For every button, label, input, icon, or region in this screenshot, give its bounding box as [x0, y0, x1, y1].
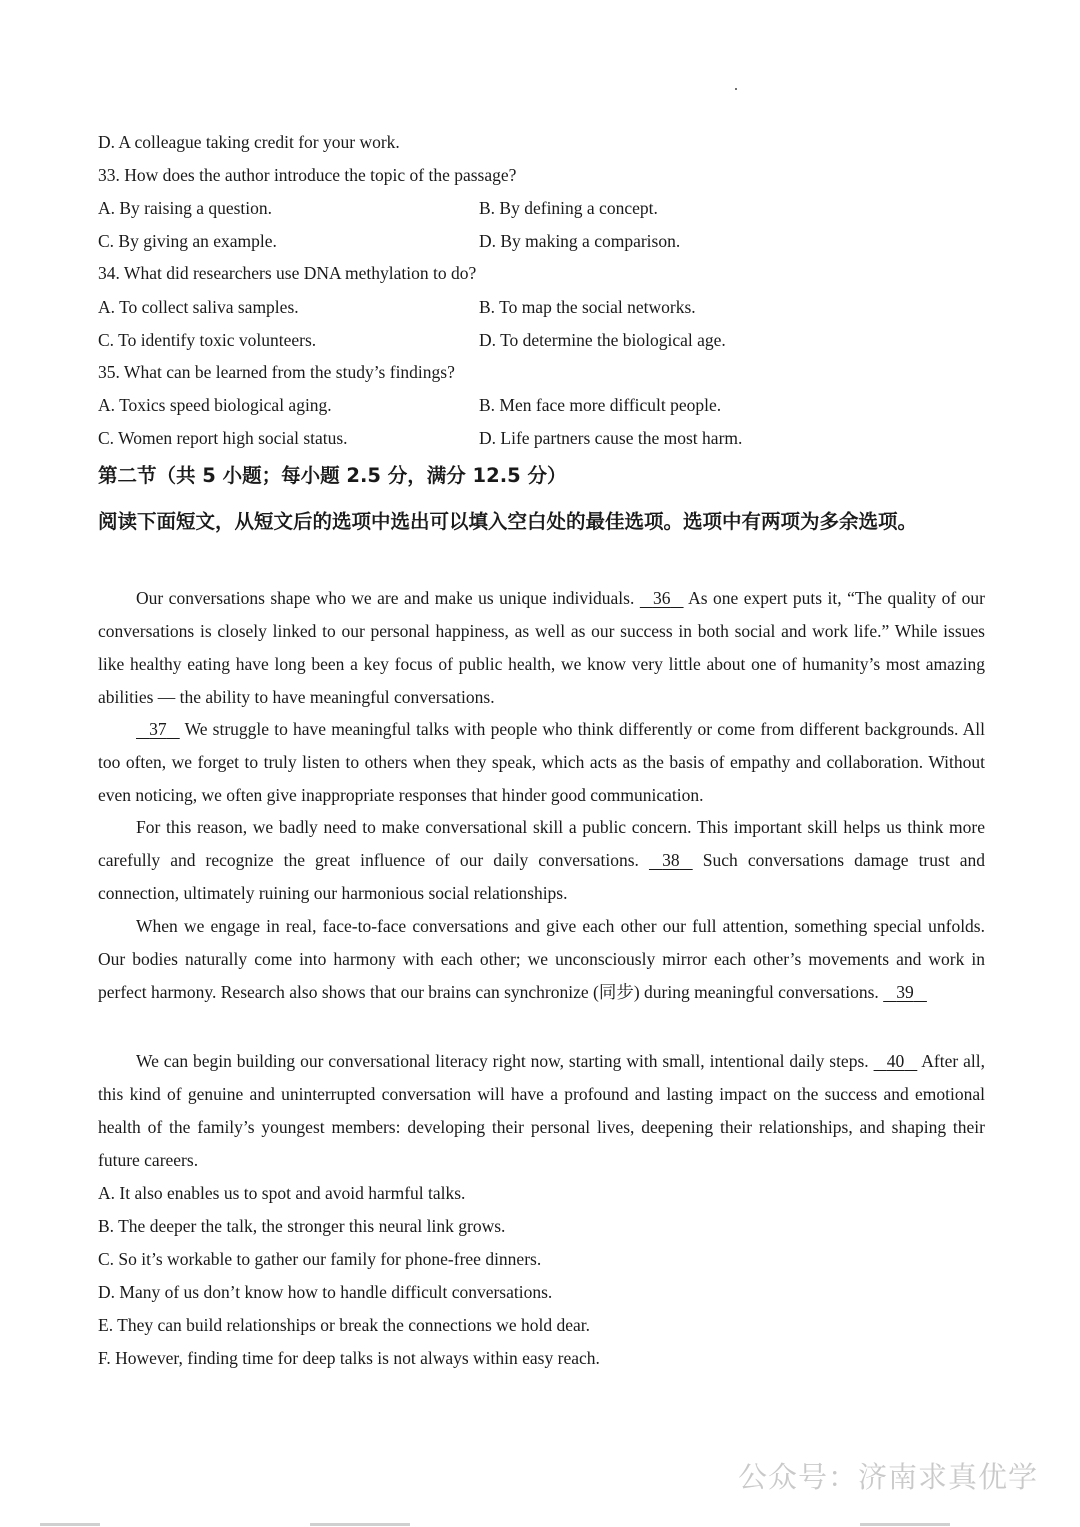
- q34-option-c: C. To identify toxic volunteers.: [98, 330, 317, 350]
- blank-39: 39: [896, 982, 914, 1002]
- choice-a: A. It also enables us to spot and avoid harmful talks.: [98, 1183, 466, 1203]
- q33-option-a: A. By raising a question.: [98, 198, 273, 218]
- q35-stem: 35. What can be learned from the study’s findings?: [98, 362, 455, 382]
- stray-dot: [735, 88, 737, 90]
- p4-text-a: When we engage in real, face-to-face conversations and give each other our full attention, something special unfolds. Our bodies naturally come into harmony with each other; we unconsciously mirror each other’s movements and work in perfect harmony. Research also shows that our brains can synchronize (同步) during meaningful conversations.: [98, 916, 985, 1002]
- p3-text-a: For this reason, we badly need to make conversational skill a public concern. This important skill helps us think more carefully and recognize the great influence of our daily conversations.: [98, 817, 985, 870]
- bottom-rule-right: [860, 1523, 950, 1526]
- p2-text-b: We struggle to have meaningful talks with people who think differently or come from different backgrounds. All too often, we forget to truly listen to others when they speak, which acts as the basis of empathy and collaboration. Without even noticing, we often give inappropriate responses that hinder good communication.: [98, 719, 985, 805]
- choice-f: F. However, finding time for deep talks is not always within easy reach.: [98, 1348, 600, 1368]
- p1-text-a: Our conversations shape who we are and make us unique individuals.: [136, 588, 635, 608]
- q35-option-b: B. Men face more difficult people.: [479, 395, 722, 415]
- bottom-rule-left: [40, 1523, 100, 1526]
- choice-e: E. They can build relationships or break the connections we hold dear.: [98, 1315, 590, 1335]
- q32-option-d: D. A colleague taking credit for your work.: [98, 132, 400, 152]
- q34-option-a: A. To collect saliva samples.: [98, 297, 299, 317]
- blank-40: 40: [886, 1051, 905, 1071]
- q35-option-d: D. Life partners cause the most harm.: [479, 428, 743, 448]
- choice-b: B. The deeper the talk, the stronger this neural link grows.: [98, 1216, 506, 1236]
- q33-option-b: B. By defining a concept.: [479, 198, 658, 218]
- q33-stem: 33. How does the author introduce the topic of the passage?: [98, 165, 517, 185]
- q35-option-a: A. Toxics speed biological aging.: [98, 395, 332, 415]
- q34-option-d: D. To determine the biological age.: [479, 330, 726, 350]
- p5-text-b: After all, this kind of genuine and uninterrupted conversation will have a profound and lasting impact on the success and emotional health of the family’s youngest members: developing their personal lives, deepening their relationships, and shaping their future careers.: [98, 1051, 985, 1170]
- p3-text-b: Such conversations damage trust and connection, ultimately ruining our harmonious social relationships.: [98, 850, 985, 903]
- bottom-rule-middle: [310, 1523, 410, 1526]
- blank-38: 38: [662, 850, 680, 870]
- section-instruction: 阅读下面短文，从短文后的选项中选出可以填入空白处的最佳选项。选项中有两项为多余选项。: [98, 510, 918, 533]
- passage-paragraph-4: [98, 910, 985, 1009]
- q34-stem: 34. What did researchers use DNA methylation to do?: [98, 263, 477, 283]
- q33-option-c: C. By giving an example.: [98, 231, 277, 251]
- watermark-text: 公众号：济南求真优学: [737, 1460, 1038, 1494]
- passage-paragraph-1: [98, 582, 985, 714]
- blank-36: 36: [652, 588, 671, 608]
- q35-option-c: C. Women report high social status.: [98, 428, 348, 448]
- passage-paragraph-3: [98, 811, 985, 910]
- choice-c: C. So it’s workable to gather our family for phone-free dinners.: [98, 1249, 542, 1269]
- p5-text-a: We can begin building our conversational literacy right now, starting with small, intentional daily steps.: [136, 1051, 869, 1071]
- blank-37: 37: [149, 719, 167, 739]
- p1-text-b: As one expert puts it, “The quality of our conversations is closely linked to our personal happiness, as well as our success in both social and work life.” While issues like healthy eating have long been a key focus of public health, we know very little about one of humanity’s most amazing abilities — the ability to have meaningful conversations.: [98, 588, 985, 707]
- choice-d: D. Many of us don’t know how to handle difficult conversations.: [98, 1282, 553, 1302]
- q33-option-d: D. By making a comparison.: [479, 231, 681, 251]
- q34-option-b: B. To map the social networks.: [479, 297, 696, 317]
- passage-paragraph-2: [98, 713, 985, 812]
- passage-paragraph-5: [98, 1045, 985, 1177]
- section-title: 第二节（共 5 小题；每小题 2.5 分，满分 12.5 分）: [98, 464, 567, 487]
